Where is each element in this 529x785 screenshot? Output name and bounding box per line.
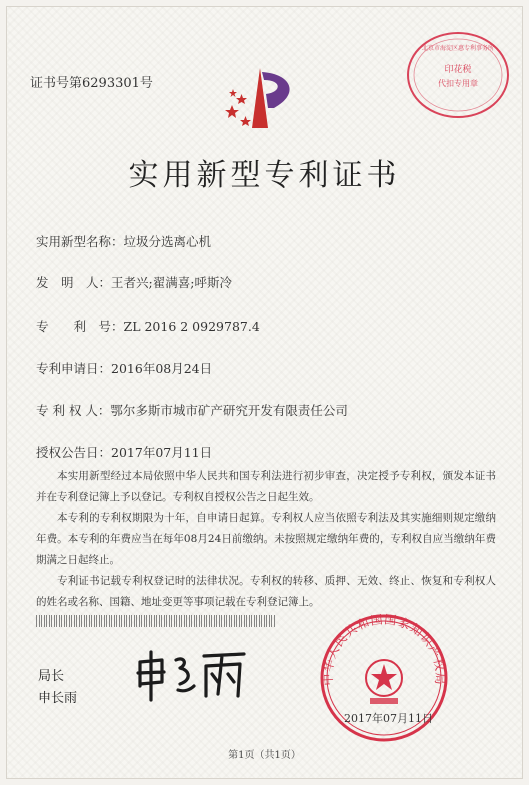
paragraph: 专利证书记载专利权登记时的法律状况。专利权的转移、质押、无效、终止、恢复和专利权人的姓名或名称、国籍、地址变更等事项记载在专利登记簿上。 <box>36 575 496 608</box>
field-label: 实用新型名称： <box>36 234 124 249</box>
field-patent-number <box>36 317 260 335</box>
tax-stamp <box>404 30 512 120</box>
svg-text:印花税: 印花税 <box>444 65 472 75</box>
signatory-role: 局长 <box>38 669 65 684</box>
field-inventors <box>36 273 232 291</box>
svg-text:中华人民共和国国家知识产权局: 中华人民共和国国家知识产权局 <box>320 612 448 687</box>
svg-text:北京市海淀区惠专利事务所: 北京市海淀区惠专利事务所 <box>421 45 495 52</box>
paragraph: 本实用新型经过本局依照中华人民共和国专利法进行初步审查，决定授予专利权，颁发本证书并在专利登记簿上予以登记。专利权自授权公告之日起生效。 <box>36 470 496 503</box>
certificate-number: 证书号第6293301号 <box>30 76 153 91</box>
barcode <box>36 615 276 627</box>
signatory-name: 申长雨 <box>38 691 78 706</box>
field-label: 专 利 号： <box>36 319 124 334</box>
svg-text:代扣专用章: 代扣专用章 <box>438 79 478 88</box>
field-label: 专 利 权 人： <box>36 403 111 418</box>
field-application-date <box>36 359 212 377</box>
page-title: 实用新型专利证书 <box>128 158 401 193</box>
field-value: 垃圾分选离心机 <box>123 234 212 249</box>
field-value: ZL 2016 2 0929787.4 <box>123 319 260 334</box>
patent-office-logo <box>222 64 306 132</box>
certificate-body <box>36 466 496 613</box>
handwritten-signature <box>132 646 252 706</box>
paragraph: 本专利的专利权期限为十年，自申请日起算。专利权人应当依照专利法及其实施细则规定缴纳年费。本专利的年费应当在每年08月24日前缴纳。未按照规定缴纳年费的，专利权自应当缴纳年费期满之日起终止。 <box>36 512 496 566</box>
seal-date: 2017年07月11日 <box>344 712 433 725</box>
field-label: 发 明 人： <box>36 275 112 290</box>
field-grant-date <box>36 443 212 461</box>
page-footer: 第1页（共1页） <box>228 750 301 761</box>
field-utility-model-name <box>36 232 211 250</box>
field-label: 授权公告日： <box>36 445 112 460</box>
field-label: 专利申请日： <box>36 361 112 376</box>
field-patentee <box>36 401 348 419</box>
field-value: 2017年07月11日 <box>111 445 213 460</box>
field-value: 王者兴;翟满喜;呼斯冷 <box>111 275 232 290</box>
field-value: 2016年08月24日 <box>111 361 213 376</box>
field-value: 鄂尔多斯市城市矿产研究开发有限责任公司 <box>110 403 348 418</box>
